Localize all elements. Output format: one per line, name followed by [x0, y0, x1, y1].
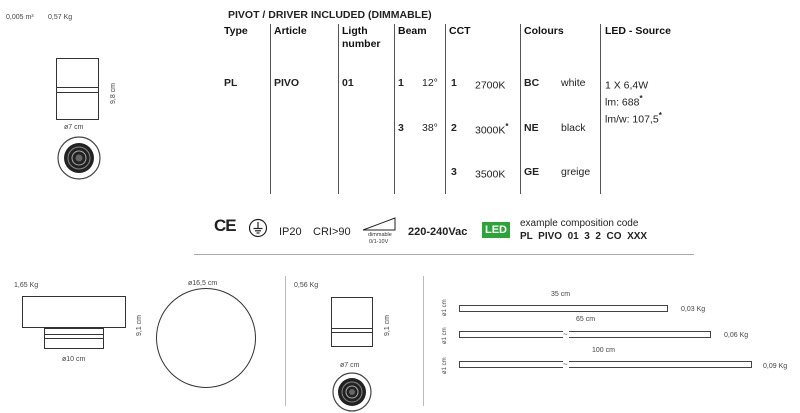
beam-value: 12° — [422, 77, 438, 89]
beam-code: 3 — [398, 122, 404, 134]
cct-code: 1 — [451, 77, 457, 89]
led-power: 1 X 6,4W — [605, 79, 649, 92]
ip-rating: IP20 — [279, 226, 302, 238]
table-title: PIVOT / DRIVER INCLUDED (DIMMABLE) — [228, 9, 432, 21]
ground-icon — [248, 218, 268, 238]
led-badge: LED — [482, 222, 510, 238]
header-beam: Beam — [398, 25, 427, 37]
driver-housing-drawing — [22, 296, 126, 328]
header-type: Type — [224, 25, 248, 37]
header-article: Article — [274, 25, 307, 37]
cct-value: 3000K* — [475, 122, 509, 137]
track-weight: 0,06 Kg — [724, 332, 749, 339]
track-length: 35 cm — [551, 291, 571, 298]
cri-rating: CRI>90 — [313, 226, 351, 238]
spotlight-side-view — [56, 58, 99, 120]
small-diameter: ø7 cm — [340, 362, 360, 369]
colour-code: GE — [524, 166, 540, 178]
cct-value: 2700K — [475, 79, 506, 92]
round-top-view — [156, 288, 256, 388]
volume-label: 0,005 m³ — [6, 14, 34, 21]
ce-mark: CE — [214, 216, 236, 235]
composition-label: example composition code — [520, 218, 639, 229]
driver-diameter: ø10 cm — [62, 356, 86, 363]
composition-code: PL PIVO 01 3 2 CO XXX — [520, 231, 648, 242]
ligth-number-value: 01 — [342, 77, 354, 89]
header-led-source: LED - Source — [605, 25, 671, 37]
beam-code: 1 — [398, 77, 404, 89]
header-cct: CCT — [449, 25, 471, 37]
colour-value: greige — [561, 166, 591, 178]
track-diameter: ø1 cm — [442, 299, 448, 316]
track-length: 65 cm — [576, 316, 596, 323]
divider — [194, 254, 694, 255]
colour-value: black — [561, 122, 586, 134]
spotlight-front-icon — [57, 136, 101, 180]
diameter-dim-label: ø7 cm — [64, 124, 84, 131]
header-colours: Colours — [524, 25, 564, 37]
track-length: 100 cm — [592, 347, 615, 354]
small-spotlight-front-icon — [332, 372, 372, 412]
track-bar: ~ — [459, 331, 711, 338]
small-height: 9,1 cm — [384, 314, 391, 336]
height-dim-label: 9,8 cm — [110, 82, 117, 104]
voltage: 220-240Vac — [408, 226, 468, 238]
header-ligth: Ligth — [342, 25, 368, 37]
round-diameter: ø16,5 cm — [188, 280, 218, 287]
led-efficacy: lm/w: 107,5* — [605, 111, 662, 126]
header-number: number — [342, 38, 381, 50]
colour-value: white — [561, 77, 586, 89]
dimmable-icon — [361, 214, 399, 232]
track-bar: ~ — [459, 361, 752, 368]
track-diameter: ø1 cm — [442, 357, 448, 374]
weight-label: 0,57 Kg — [48, 14, 73, 21]
track-bar — [459, 305, 668, 312]
dimmable-range: 0/1-10V — [369, 239, 389, 245]
small-spot-drawing — [331, 297, 373, 347]
type-value: PL — [224, 77, 238, 89]
beam-value: 38° — [422, 122, 438, 134]
cct-value: 3500K — [475, 168, 506, 181]
colour-code: NE — [524, 122, 539, 134]
cct-code: 2 — [451, 122, 457, 134]
colour-code: BC — [524, 77, 540, 89]
article-value: PIVO — [274, 77, 300, 89]
track-weight: 0,09 Kg — [763, 363, 788, 370]
track-weight: 0,03 Kg — [681, 306, 706, 313]
track-diameter: ø1 cm — [442, 327, 448, 344]
led-lumen: lm: 688* — [605, 94, 643, 109]
driver-base-drawing — [44, 328, 104, 349]
dimmable-label: dimmable — [368, 232, 392, 238]
cct-code: 3 — [451, 166, 457, 178]
small-weight: 0,56 Kg — [294, 282, 319, 289]
driver-weight: 1,65 Kg — [14, 282, 39, 289]
driver-height: 9,1 cm — [136, 314, 143, 336]
